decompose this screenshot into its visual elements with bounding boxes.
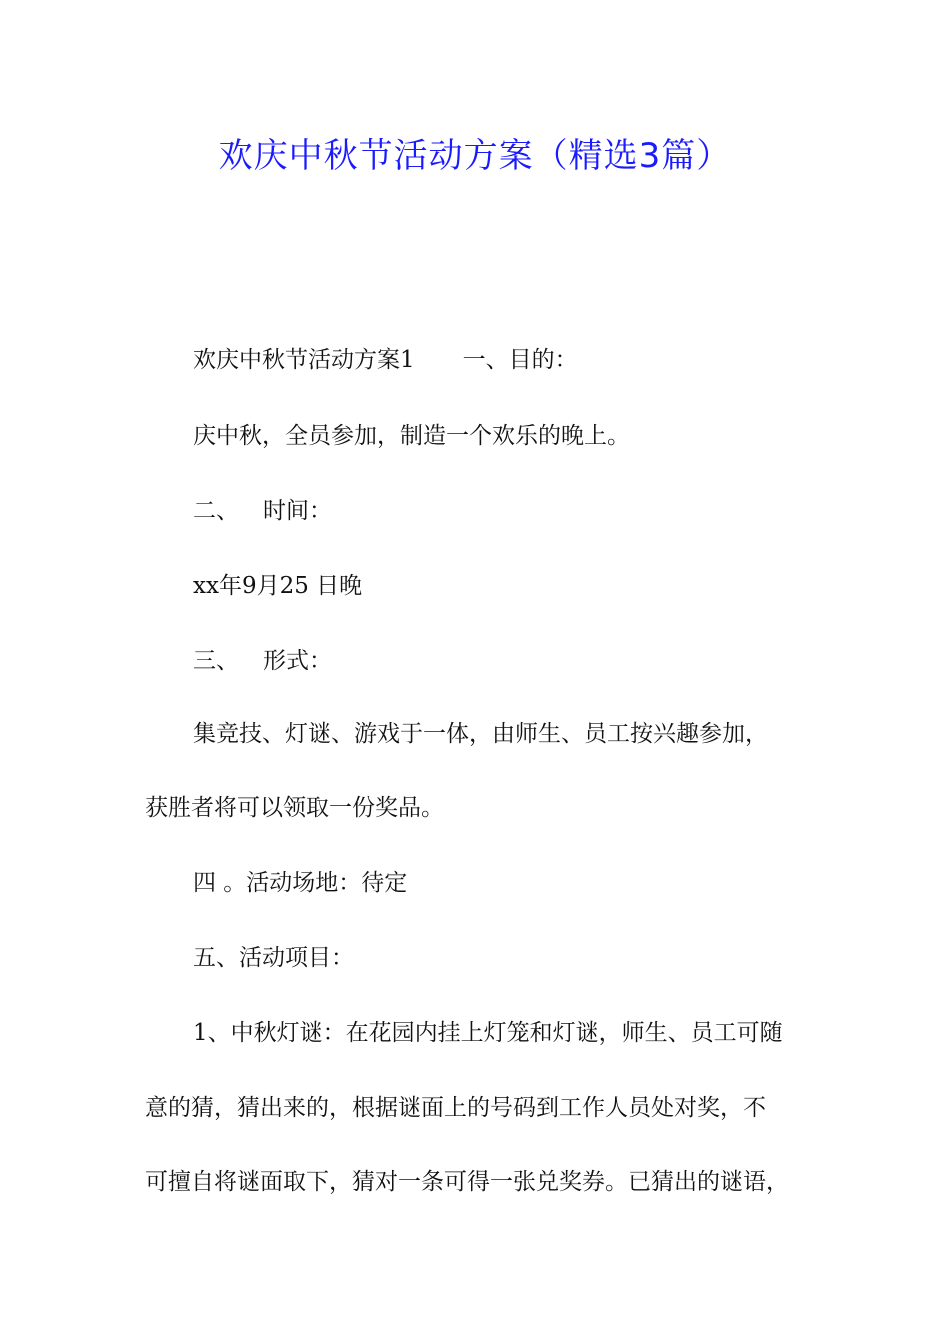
paragraph-lantern-line1: 1、中秋灯谜：在花园内挂上灯笼和灯谜，师生、员工可随 (193, 1020, 783, 1046)
paragraph-lantern-line2: 意的猜，猜出来的，根据谜面上的号码到工作人员处对奖，不 (145, 1095, 766, 1121)
item-time-number: 二、 (193, 498, 239, 524)
document-title: 欢庆中秋节活动方案（精选3篇） (218, 136, 732, 176)
section-heading: 欢庆中秋节活动方案1 (193, 347, 415, 373)
paragraph-date: xx年9月25 日晚 (193, 573, 363, 599)
paragraph-purpose: 庆中秋，全员参加，制造一个欢乐的晚上。 (193, 423, 630, 449)
item-venue: 四 。活动场地：待定 (193, 870, 408, 896)
item-form-label: 形式： (263, 648, 332, 674)
section-heading-line (193, 345, 578, 375)
paragraph-lantern-line3: 可擅自将谜面取下，猜对一条可得一张兑奖券。已猜出的谜语， (145, 1169, 789, 1195)
paragraph-form-line1: 集竞技、灯谜、游戏于一体，由师生、员工按兴趣参加， (193, 721, 768, 747)
item-time-label: 时间： (263, 498, 332, 524)
item-form-line (193, 646, 332, 676)
item-time-line (193, 496, 332, 526)
item-purpose: 一、目的： (462, 347, 578, 373)
item-activities: 五、活动项目： (193, 945, 354, 971)
item-form-number: 三、 (193, 648, 239, 674)
paragraph-form-line2: 获胜者将可以领取一份奖品。 (145, 795, 444, 821)
